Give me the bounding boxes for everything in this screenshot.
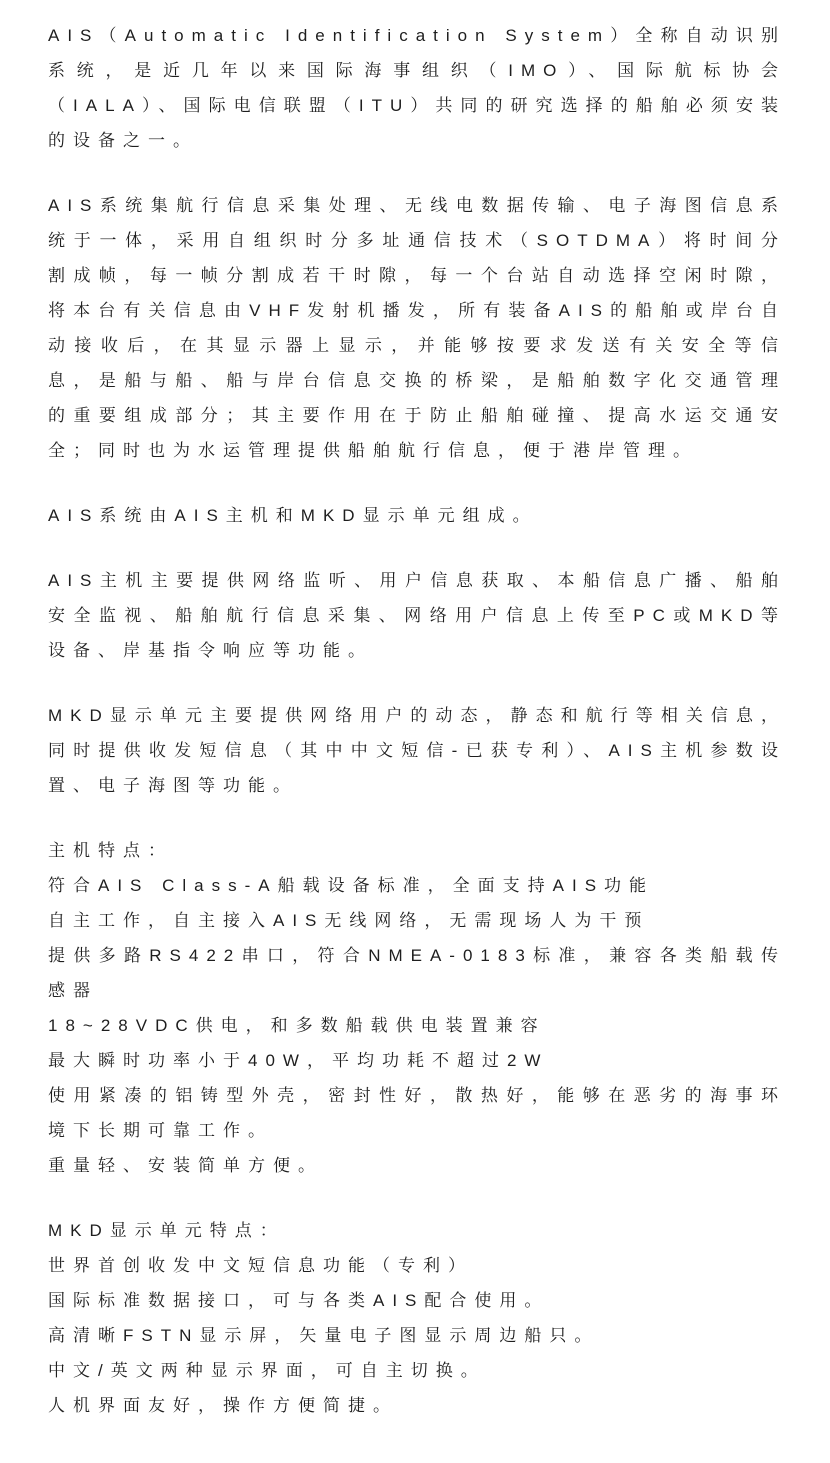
host-feature-item: 重量轻、安装简单方便。 (48, 1156, 323, 1175)
host-feature-item: 自主工作，自主接入AIS无线网络，无需现场人为干预 (48, 911, 650, 930)
host-features-title: 主机特点： (48, 841, 173, 860)
paragraph-mkd-functions: MKD显示单元主要提供网络用户的动态，静态和航行等相关信息，同时提供收发短信息（其中中文短信-已获专利）、AIS主机参数设置、电子海图等功能。 (48, 706, 786, 795)
mkd-feature-item: 中文/英文两种显示界面，可自主切换。 (48, 1361, 486, 1380)
host-feature-item: 使用紧凑的铝铸型外壳，密封性好，散热好，能够在恶劣的海事环境下长期可靠工作。 (48, 1086, 786, 1140)
mkd-feature-item: 高清晰FSTN显示屏，矢量电子图显示周边船只。 (48, 1326, 600, 1345)
paragraph-ais-host-functions: AIS主机主要提供网络监听、用户信息获取、本船信息广播、船舶安全监视、船舶航行信息采集、网络用户信息上传至PC或MKD等设备、岸基指令响应等功能。 (48, 571, 786, 660)
paragraph-ais-composition: AIS系统由AIS主机和MKD显示单元组成。 (48, 506, 538, 525)
mkd-feature-item: 人机界面友好，操作方便简捷。 (48, 1396, 398, 1415)
paragraph-ais-system-overview: AIS系统集航行信息采集处理、无线电数据传输、电子海图信息系统于一体，采用自组织时分多址通信技术（SOTDMA）将时间分割成帧，每一帧分割成若干时隙，每一个台站自动选择空闲时隙，将本台有关信息由VHF发射机播发，所有装备AIS的船舶或岸台自动接收后，在其显示器上显示，并能够按要求发送有关安全等信息，是船与船、船与岸台信息交换的桥梁，是船舶数字化交通管理的重要组成部分；其主要作用在于防止船舶碰撞、提高水运交通安全；同时也为水运管理提供船舶航行信息，便于港岸管理。 (48, 196, 786, 460)
paragraph-ais-definition: AIS（Automatic Identification System）全称自动识别系统，是近几年以来国际海事组织（IMO）、国际航标协会（IALA）、国际电信联盟（ITU）共同的研究选择的船舶必须安装的设备之一。 (48, 26, 786, 150)
mkd-features-title: MKD显示单元特点： (48, 1221, 285, 1240)
mkd-feature-item: 国际标准数据接口，可与各类AIS配合使用。 (48, 1291, 550, 1310)
mkd-features-section (48, 1213, 786, 1423)
mkd-feature-item: 世界首创收发中文短信息功能（专利） (48, 1256, 473, 1275)
host-feature-item: 最大瞬时功率小于40W，平均功耗不超过2W (48, 1051, 549, 1070)
host-feature-item: 符合AIS Class-A船载设备标准，全面支持AIS功能 (48, 876, 655, 895)
host-feature-item: 提供多路RS422串口，符合NMEA-0183标准，兼容各类船载传感器 (48, 946, 786, 1000)
host-feature-item: 18~28VDC供电，和多数船载供电装置兼容 (48, 1016, 546, 1035)
host-features-section (48, 833, 786, 1183)
